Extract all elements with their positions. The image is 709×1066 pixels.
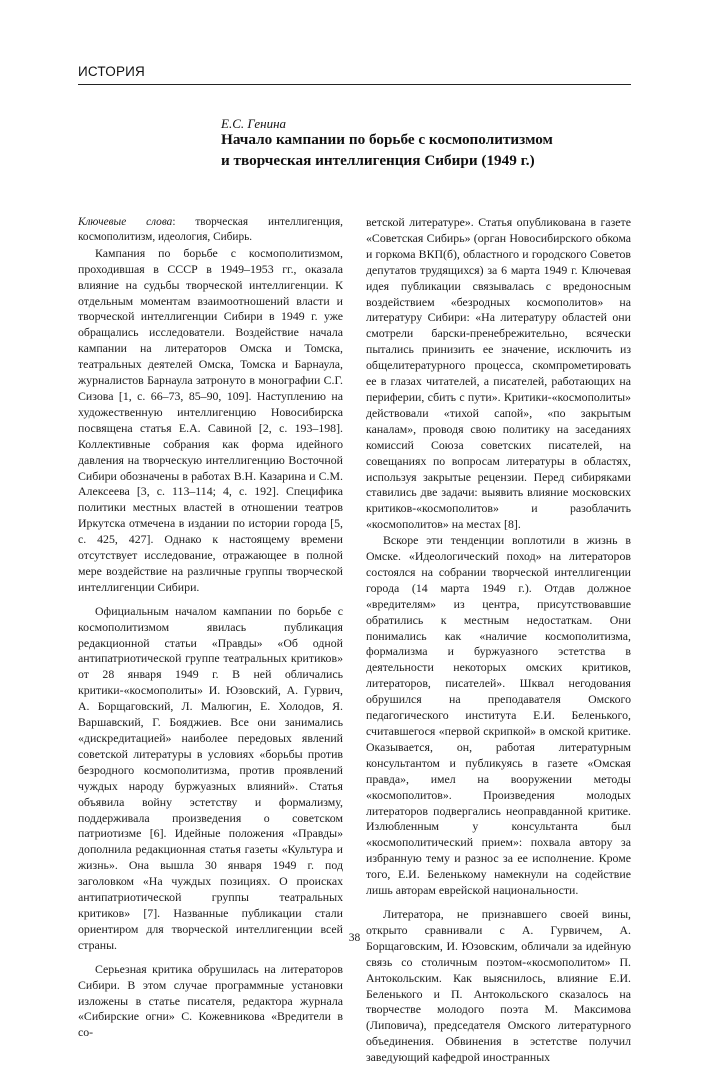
section-label: ИСТОРИЯ [78, 64, 146, 79]
section-header [78, 64, 631, 84]
paragraph: Литератора, не признавшего своей вины, открыто сравнивали с А. Гурвичем, А. Борщаговским, И. Юзовским, обличали за идейную связь со столичным поэтом-«космополитом» П. Антокольским. Как выяснилось, влияние Е.И. Беленького и П. Антокольского сказалось на творчестве молодого поэта М. Максимова (Липовича), председателя Омского литературного объединения. Обвинения в эстетстве получил заведующий кафедрой иностранных [366, 906, 631, 1065]
keywords-label: Ключевые слова [78, 216, 173, 228]
title-line-2: и творческая интеллигенция Сибири (1949 г.) [221, 152, 535, 169]
paragraph: ветской литературе». Статья опубликована в газете «Советская Сибирь» (орган Новосибирского обкома и горкома ВКП(б), областного и городского Советов депутатов трудящихся) за 6 марта 1949 г. Ключевая идея публикации связывалась с вредоносным воздействием «безродных космополитов» на литературу Сибири: «На литературу областей они смотрели барски-пренебрежительно, всячески пытались принизить ее значение, исключить из общелитературного процесса, скомпрометировать ее в глазах читателей, а писателей, работающих на периферии, сбить с пути». Критики-«космополиты» действовали «тихой сапой», «по закрытым каналам», проводя свою политику на заседаниях комиссий Союза советских писателей, на совещаниях по вопросам литературы в областях, используя закрытые рецензии. Перед сибиряками ставились две задачи: выявить влияние московских критиков-«космополитов» и разоблачить «космополитов» на местах [8]. [366, 215, 631, 532]
title-line-1: Начало кампании по борьбе с космополитизмом [221, 131, 553, 148]
left-column [78, 215, 343, 1041]
page-number: 38 [348, 932, 361, 944]
article-title [221, 129, 641, 171]
article-author: Е.С. Генина [221, 116, 287, 131]
keywords-text: : творческая интеллигенция, космополитизм, идеология, Сибирь. [78, 216, 343, 244]
paragraph: Вскоре эти тенденции воплотили в жизнь в Омске. «Идеологический поход» на литераторов состоялся на собрании творческой интеллигенции города (14 марта 1949 г.). Отдав должное «вредителям» из центра, присутствовавшие обратились к местным недостаткам. Они понимались как «наличие космополитизма, формализма и буржуазного эстетства в деятельности некоторых омских критиков, литераторов, писателей». Шквал негодования обрушился на преподавателя Омского педагогического института Е.И. Беленького, считавшегося «первой скрипкой» в омской критике. Оказывается, он, работая литературным консультантом и публикуясь в газете «Омская правда», имел на вооружении методы «космополитов». Произведения молодых литераторов подвергались неоправданной критике. Излюбленным у консультанта был «космополитический прием»: похвала автору за избранную тему и разнос за ее исполнение. Кроме того, Е.И. Беленькому намекнули на содействие лишь авторам еврейской национальности. [366, 533, 631, 898]
header-rule [78, 84, 631, 85]
paragraph: Кампания по борьбе с космополитизмом, проходившая в СССР в 1949–1953 гг., оказала влияние на судьбы творческой интеллигенции. К отдельным моментам взаимоотношений власти и творческой интеллигенции Сибири в 1949 г. уже обращались исследователи. Воздействие начала кампании на литераторов Омска и Томска, театральных деятелей Омска, Томска и Барнаула, журналистов Барнаула затронуто в монографии С.Г. Сизова [1, с. 66–73, 85–90, 109]. Наступлению на художественную интеллигенцию Новосибирска посвящена статья Е.А. Савиной [2, с. 193–198]. Коллективные собрания как форма идейного давления на творческую интеллигенцию Восточной Сибири обозначены в работах В.Н. Казарина и С.М. Алексеева [3, с. 113–114; 4, с. 192]. Специфика политики местных властей в отношении театров Иркутска отмечена в издании по истории города [5, с. 425, 427]. Однако к настоящему времени отсутствует исследование, отражающее в полной мере воздействие на различные группы творческой интеллигенции Сибири. [78, 245, 343, 594]
paragraph: Официальным началом кампании по борьбе с космополитизмом явилась публикация редакционной статьи «Правды» «Об одной антипатриотической группе театральных критиков» от 28 января 1949 г. В ней обличались критики-«космополиты» И. Юзовский, А. Гурвич, А. Борщаговский, Л. Малюгин, Е. Холодов, Я. Варшавский, Г. Бояджиев. Все они занимались «дискредитацией» наиболее передовых явлений советской литературы в условиях «борьбы против безродного космополитизма, против проявлений чуждых народу буржуазных влияний». Статья объявила войну эстетству и формализму, поддерживала произведения о советском патриотизме [6]. Идейные положения «Правды» дополнила редакционная статья газеты «Культура и жизнь». Она вышла 30 января 1949 г. под заголовком «На чуждых позициях. О происках антипатриотической группы театральных критиков» [7]. Названные публикации стали ориентиром для творческой интеллигенции всей страны. [78, 603, 343, 952]
paragraph: Серьезная критика обрушилась на литераторов Сибири. В этом случае программные установки изложены в статье писателя, редактора журнала «Сибирские огни» С. Кожевникова «Вредители в со- [78, 961, 343, 1040]
keywords [78, 215, 343, 246]
